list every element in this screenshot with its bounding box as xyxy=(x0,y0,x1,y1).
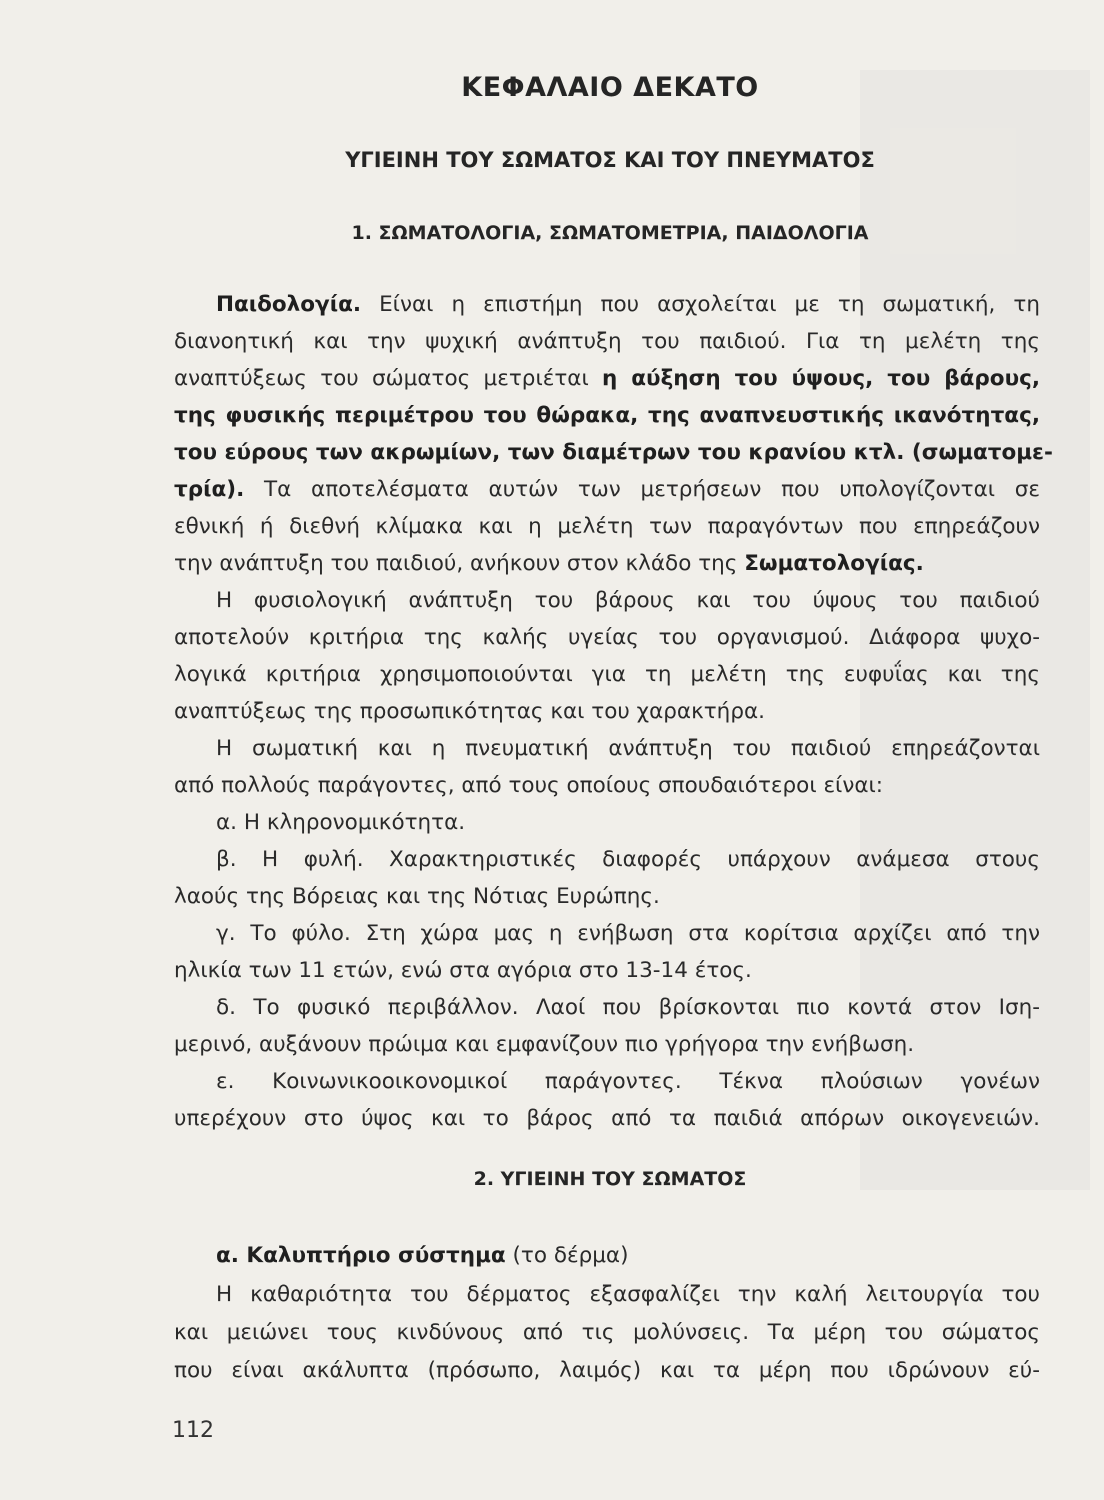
list-item-a: α. Η κληρονομικότητα. xyxy=(216,810,466,835)
main-title: ΥΓΙΕΙΝΗ ΤΟΥ ΣΩΜΑΤΟΣ ΚΑΙ ΤΟΥ ΠΝΕΥΜΑΤΟΣ xyxy=(345,148,875,172)
list-item-e-line-1: ε. Κοινωνικοοικονομικοί παράγοντες. Τέκνα πλούσιων γονέων xyxy=(216,1069,1040,1094)
section-1-title: 1. ΣΩΜΑΤΟΛΟΓΙΑ, ΣΩΜΑΤΟΜΕΤΡΙΑ, ΠΑΙΔΟΛΟΓΙΑ xyxy=(351,222,869,244)
paragraph-4-line-2: και μειώνει τους κινδύνους από τις μολύνσεις. Τα μέρη του σώματος xyxy=(174,1320,1040,1345)
paragraph-1-line-4: της φυσικής περιμέτρου του θώρακα, της αναπνευστικής ικανότητας, xyxy=(174,403,1040,428)
paragraph-1-line-5: του εύρους των ακρωμίων, των διαμέτρων του κρανίου κτλ. (σωματομε- xyxy=(174,440,1053,465)
list-item-d-line-1: δ. Το φυσικό περιβάλλον. Λαοί που βρίσκονται πιο κοντά στον Ιση- xyxy=(216,995,1040,1020)
subsection-heading: α. Καλυπτήριο σύστημα (το δέρμα) xyxy=(216,1243,629,1268)
paragraph-1-line-7: εθνική ή διεθνή κλίμακα και η μελέτη των παραγόντων που επηρεάζουν xyxy=(174,514,1040,539)
paragraph-4-line-1: Η καθαριότητα του δέρματος εξασφαλίζει την καλή λειτουργία του xyxy=(216,1282,1040,1307)
list-item-c-line-1: γ. Το φύλο. Στη χώρα μας η ενήβωση στα κορίτσια αρχίζει από την xyxy=(216,921,1040,946)
paragraph-2-line-1: Η φυσιολογική ανάπτυξη του βάρους και του ύψους του παιδιού xyxy=(216,588,1040,613)
term-paidologia: Παιδολογία. xyxy=(216,292,362,317)
page-number: 112 xyxy=(172,1418,214,1443)
paragraph-1-line-8: την ανάπτυξη του παιδιού, ανήκουν στον κλάδο της Σωματολογίας. xyxy=(174,551,924,576)
paragraph-3-line-1: Η σωματική και η πνευματική ανάπτυξη του παιδιού επηρεάζονται xyxy=(216,736,1040,761)
list-item-b-line-1: β. Η φυλή. Χαρακτηριστικές διαφορές υπάρχουν ανάμεσα στους xyxy=(216,847,1040,872)
paragraph-1-line-3: αναπτύξεως του σώματος μετριέται η αύξηση του ύψους, του βάρους, xyxy=(174,366,1040,391)
paragraph-2-line-2: αποτελούν κριτήρια της καλής υγείας του οργανισμού. Διάφορα ψυχο- xyxy=(174,625,1040,650)
paragraph-3-line-2: από πολλούς παράγοντες, από τους οποίους σπουδαιότεροι είναι: xyxy=(174,773,884,798)
section-2-title: 2. ΥΓΙΕΙΝΗ ΤΟΥ ΣΩΜΑΤΟΣ xyxy=(473,1168,747,1190)
chapter-title: ΚΕΦΑΛΑΙΟ ΔΕΚΑΤΟ xyxy=(461,72,759,103)
list-item-b-line-2: λαούς της Βόρειας και της Νότιας Ευρώπης. xyxy=(174,884,660,909)
list-item-c-line-2: ηλικία των 11 ετών, ενώ στα αγόρια στο 13-14 έτος. xyxy=(174,958,752,983)
paragraph-2-line-3: λογικά κριτήρια χρησιμοποιούνται για τη μελέτη της ευφυΐας και της xyxy=(174,662,1040,687)
paragraph-1-line-6: τρία). Τα αποτελέσματα αυτών των μετρήσεων που υπολογίζονται σε xyxy=(174,477,1040,502)
list-item-e-line-2: υπερέχουν στο ύψος και το βάρος από τα παιδιά απόρων οικογενειών. xyxy=(174,1106,1040,1131)
list-item-d-line-2: μερινό, αυξάνουν πρώιμα και εμφανίζουν πιο γρήγορα την ενήβωση. xyxy=(174,1032,915,1057)
paragraph-2-line-4: αναπτύξεως της προσωπικότητας και του χαρακτήρα. xyxy=(174,699,765,724)
paragraph-1-line-1: Παιδολογία. Είναι η επιστήμη που ασχολείται με τη σωματική, τη xyxy=(216,292,1040,317)
paragraph-4-line-3: που είναι ακάλυπτα (πρόσωπο, λαιμός) και τα μέρη που ιδρώνουν εύ- xyxy=(174,1358,1040,1383)
paragraph-1-line-2: διανοητική και την ψυχική ανάπτυξη του παιδιού. Για τη μελέτη της xyxy=(174,329,1040,354)
